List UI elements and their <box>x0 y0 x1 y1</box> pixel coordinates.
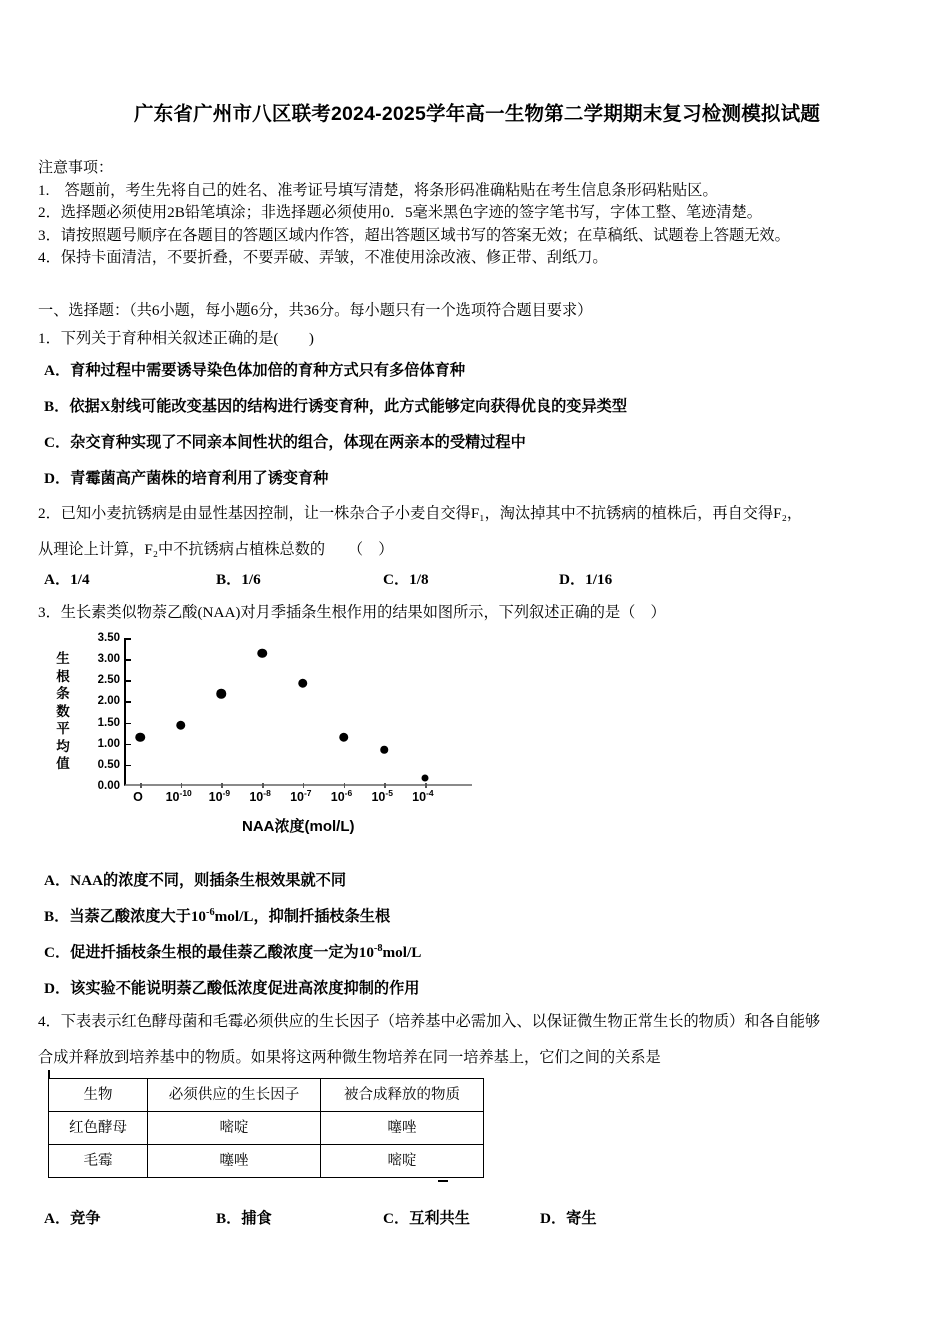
question-4-stem-line2 <box>38 1046 933 1069</box>
chart-y-tick-6: 3.00 <box>97 653 120 666</box>
option-d-text: 青霉菌高产菌株的培育利用了诱变育种 <box>70 470 329 487</box>
table-corner-mark-bottom <box>438 1180 448 1182</box>
question-3-stem <box>38 601 928 624</box>
chart-y-tick-1: 0.50 <box>97 758 120 771</box>
question-3-text: 生长素类似物萘乙酸(NAA)对月季插条生根作用的结果如图所示，下列叙述正确的是（ ） <box>60 604 666 621</box>
ylabel-char-1: 根 <box>56 668 70 684</box>
question-4-option-d[interactable] <box>540 1207 597 1228</box>
question-4-option-a[interactable] <box>44 1207 216 1228</box>
question-4-text-2: 合成并释放到培养基中的物质。如果将这两种微生物培养在同一培养基上，它们之间的关系是 <box>38 1049 661 1066</box>
question-1-option-a[interactable] <box>44 359 465 382</box>
question-1-option-c[interactable] <box>44 431 526 454</box>
question-1-option-b[interactable] <box>44 395 627 418</box>
option-b-label: B． <box>44 908 70 925</box>
option-a-text: 育种过程中需要诱导染色体加倍的育种方式只有多倍体育种 <box>70 362 466 379</box>
chart-y-tick-mark-4 <box>125 701 131 703</box>
chart-x-tick-3: $10^{-8}$ <box>249 787 271 804</box>
notice-item-4: 4．保持卡面清洁，不要折叠，不要弄破、弄皱，不准使用涂改液、修正带、刮纸刀。 <box>38 249 608 267</box>
chart-data-point-5 <box>339 732 349 742</box>
option-b-text: 依据X射线可能改变基因的结构进行诱变育种，此方式能够定向获得优良的变异类型 <box>69 398 628 415</box>
option-d-text: 该实验不能说明萘乙酸低浓度促进高浓度抑制的作用 <box>70 980 420 997</box>
chart-data-point-1 <box>176 721 186 731</box>
chart-x-tick-5: $10^{-6}$ <box>330 787 353 804</box>
option-a-label: A． <box>44 362 71 379</box>
question-4-options <box>44 1207 824 1228</box>
option-a-text: 竞争 <box>70 1210 101 1227</box>
option-a-text: 1/4 <box>70 571 90 588</box>
question-2-option-d[interactable] <box>559 568 612 589</box>
chart-y-tick-mark-2 <box>125 744 131 746</box>
question-2-text-1: 已知小麦抗锈病是由显性基因控制，让一株杂合子小麦自交得F₁，淘汰掉其中不抗锈病的植株后，再自交得F₂， <box>60 505 803 522</box>
option-a-label: A． <box>44 571 71 588</box>
question-3-option-b[interactable] <box>44 905 390 928</box>
option-b-label: B． <box>216 1210 242 1227</box>
chart-y-tick-2: 1.00 <box>97 737 120 750</box>
naa-rooting-scatter-chart <box>52 632 522 842</box>
chart-x-tick-mark-0 <box>140 783 142 788</box>
ylabel-char-5: 均 <box>56 738 70 754</box>
question-4-text-1: 下表表示红色酵母菌和毛霉必须供应的生长因子（培养基中必需加入、以保证微生物正常生长的物质）和各自能够 <box>60 1013 821 1030</box>
question-2-number: 2． <box>38 505 61 522</box>
chart-data-point-6 <box>380 746 388 754</box>
chart-y-tick-5: 2.50 <box>97 674 120 687</box>
chart-y-tick-mark-5 <box>125 680 131 682</box>
table-cell-released-1: 噻唑 <box>321 1112 484 1145</box>
table-row <box>49 1112 484 1145</box>
table-cell-organism-2: 毛霉 <box>49 1145 148 1178</box>
question-1-option-d[interactable] <box>44 467 328 490</box>
option-d-text: 1/16 <box>585 571 613 588</box>
question-4-option-c[interactable] <box>383 1207 540 1228</box>
option-b-label: B． <box>44 398 70 415</box>
notice-item-3: 3．请按照题号顺序在各题目的答题区域内作答，超出答题区域书写的答案无效；在草稿纸、试题卷上答题无效。 <box>38 226 790 244</box>
question-2-option-c[interactable] <box>383 568 559 589</box>
option-a-label: A． <box>44 872 71 889</box>
option-c-text-pre: 促进扦插枝条生根的最佳萘乙酸浓度一定为10 <box>70 944 374 961</box>
table-cell-growth-factor-1: 嘧啶 <box>148 1112 321 1145</box>
chart-x-tick-1: $10^{-10}$ <box>165 787 192 804</box>
option-c-text-post: mol/L <box>382 944 422 961</box>
chart-y-tick-mark-7 <box>125 638 131 640</box>
chart-y-tick-3: 1.50 <box>97 716 120 729</box>
option-b-text-post: mol/L，抑制扦插枝条生根 <box>214 908 391 925</box>
table-header-released-substance: 被合成释放的物质 <box>321 1079 484 1112</box>
table-cell-growth-factor-2: 噻唑 <box>148 1145 321 1178</box>
option-c-label: C． <box>44 434 71 451</box>
question-3-option-c[interactable] <box>44 941 421 964</box>
notice-item-1: 1. 答题前，考生先将自己的姓名、准考证号填写清楚，将条形码准确粘贴在考生信息条形码粘贴区。 <box>38 182 718 199</box>
table-cell-organism-1: 红色酵母 <box>49 1112 148 1145</box>
question-2-option-a[interactable] <box>44 568 216 589</box>
table-header-row <box>49 1079 484 1112</box>
table-header-organism: 生物 <box>49 1079 148 1112</box>
notice-item-2: 2．选择题必须使用2B铅笔填涂；非选择题必须使用0．5毫米黑色字迹的签字笔书写，字体工整、笔迹清楚。 <box>38 204 762 222</box>
chart-y-tick-4: 2.00 <box>97 695 120 708</box>
chart-x-tick-4: $10^{-7}$ <box>290 787 312 804</box>
ylabel-char-0: 生 <box>56 651 70 666</box>
chart-data-point-7 <box>421 775 428 782</box>
ylabel-char-2: 条 <box>56 686 70 701</box>
chart-x-tick-6: $10^{-5}$ <box>371 787 393 804</box>
notice-heading: 注意事项： <box>38 160 114 176</box>
chart-y-tick-mark-3 <box>125 723 131 725</box>
question-4-number: 4． <box>38 1013 61 1030</box>
question-1-stem <box>38 327 314 350</box>
option-c-label: C． <box>383 1210 410 1227</box>
option-c-exponent: -8 <box>373 942 383 954</box>
question-2-stem-line1 <box>38 502 928 525</box>
chart-y-tick-7: 3.50 <box>97 632 120 644</box>
question-4-stem-line1 <box>38 1010 933 1033</box>
option-d-label: D． <box>44 470 71 487</box>
option-c-label: C． <box>44 944 71 961</box>
growth-factor-table <box>48 1078 484 1178</box>
table-row <box>49 1145 484 1178</box>
option-b-text: 1/6 <box>241 571 261 588</box>
ylabel-char-3: 数 <box>56 703 70 719</box>
notice-block <box>38 158 918 270</box>
option-b-exponent: -6 <box>206 906 215 918</box>
option-a-label: A． <box>44 1210 71 1227</box>
chart-x-tick-labels <box>124 787 476 812</box>
chart-x-tick-0: O <box>133 790 143 804</box>
option-b-text: 捕食 <box>241 1210 272 1227</box>
table-cell-released-2: 嘧啶 <box>321 1145 484 1178</box>
chart-data-point-4 <box>298 678 308 688</box>
option-d-label: D． <box>559 571 586 588</box>
chart-y-tick-0: 0.00 <box>97 780 120 792</box>
chart-y-axis-label <box>52 650 74 773</box>
question-2-option-b[interactable] <box>216 568 383 589</box>
option-d-text: 寄生 <box>566 1210 597 1227</box>
page-title: 广东省广州市八区联考2024-2025学年高一生物第二学期期末复习检测模拟试题 <box>133 103 821 125</box>
question-3-option-d[interactable] <box>44 977 419 1000</box>
option-c-label: C． <box>383 571 410 588</box>
option-a-text: NAA的浓度不同，则插条生根效果就不同 <box>70 872 347 889</box>
ylabel-char-6: 值 <box>56 756 70 771</box>
question-2-stem-line2 <box>38 538 928 561</box>
option-d-label: D． <box>44 980 71 997</box>
chart-data-point-2 <box>217 689 227 699</box>
question-2-text-2: 从理论上计算，F₂中不抗锈病占植株总数的 （ ） <box>38 541 394 558</box>
ylabel-char-4: 平 <box>56 721 70 736</box>
option-b-label: B． <box>216 571 242 588</box>
chart-x-tick-2: $10^{-9}$ <box>208 787 231 804</box>
chart-y-tick-labels <box>76 632 120 792</box>
chart-plot-area <box>124 638 472 786</box>
option-c-text: 杂交育种实现了不同亲本间性状的组合，体现在两亲本的受精过程中 <box>70 434 526 451</box>
option-b-text-pre: 当萘乙酸浓度大于10 <box>69 908 207 925</box>
chart-y-tick-mark-6 <box>125 659 131 661</box>
chart-y-tick-mark-1 <box>125 765 131 767</box>
option-c-text: 互利共生 <box>409 1210 470 1227</box>
question-4-option-b[interactable] <box>216 1207 383 1228</box>
chart-data-point-0 <box>135 732 145 742</box>
section-heading: 一、选择题：（共6小题，每小题6分，共36分。每小题只有一个选项符合题目要求） <box>38 302 593 319</box>
question-3-number: 3． <box>38 604 61 621</box>
table-header-growth-factor: 必须供应的生长因子 <box>148 1079 321 1112</box>
option-d-label: D． <box>540 1210 567 1227</box>
chart-x-tick-7: $10^{-4}$ <box>412 787 434 804</box>
chart-x-axis-label: NAA浓度(mol/L) <box>242 818 355 835</box>
question-1-number: 1． <box>38 330 61 347</box>
question-1-text: 下列关于育种相关叙述正确的是( ) <box>60 330 314 347</box>
chart-data-point-3 <box>257 649 267 659</box>
question-2-options <box>44 568 824 589</box>
question-3-option-a[interactable] <box>44 869 346 892</box>
option-c-text: 1/8 <box>409 571 429 588</box>
